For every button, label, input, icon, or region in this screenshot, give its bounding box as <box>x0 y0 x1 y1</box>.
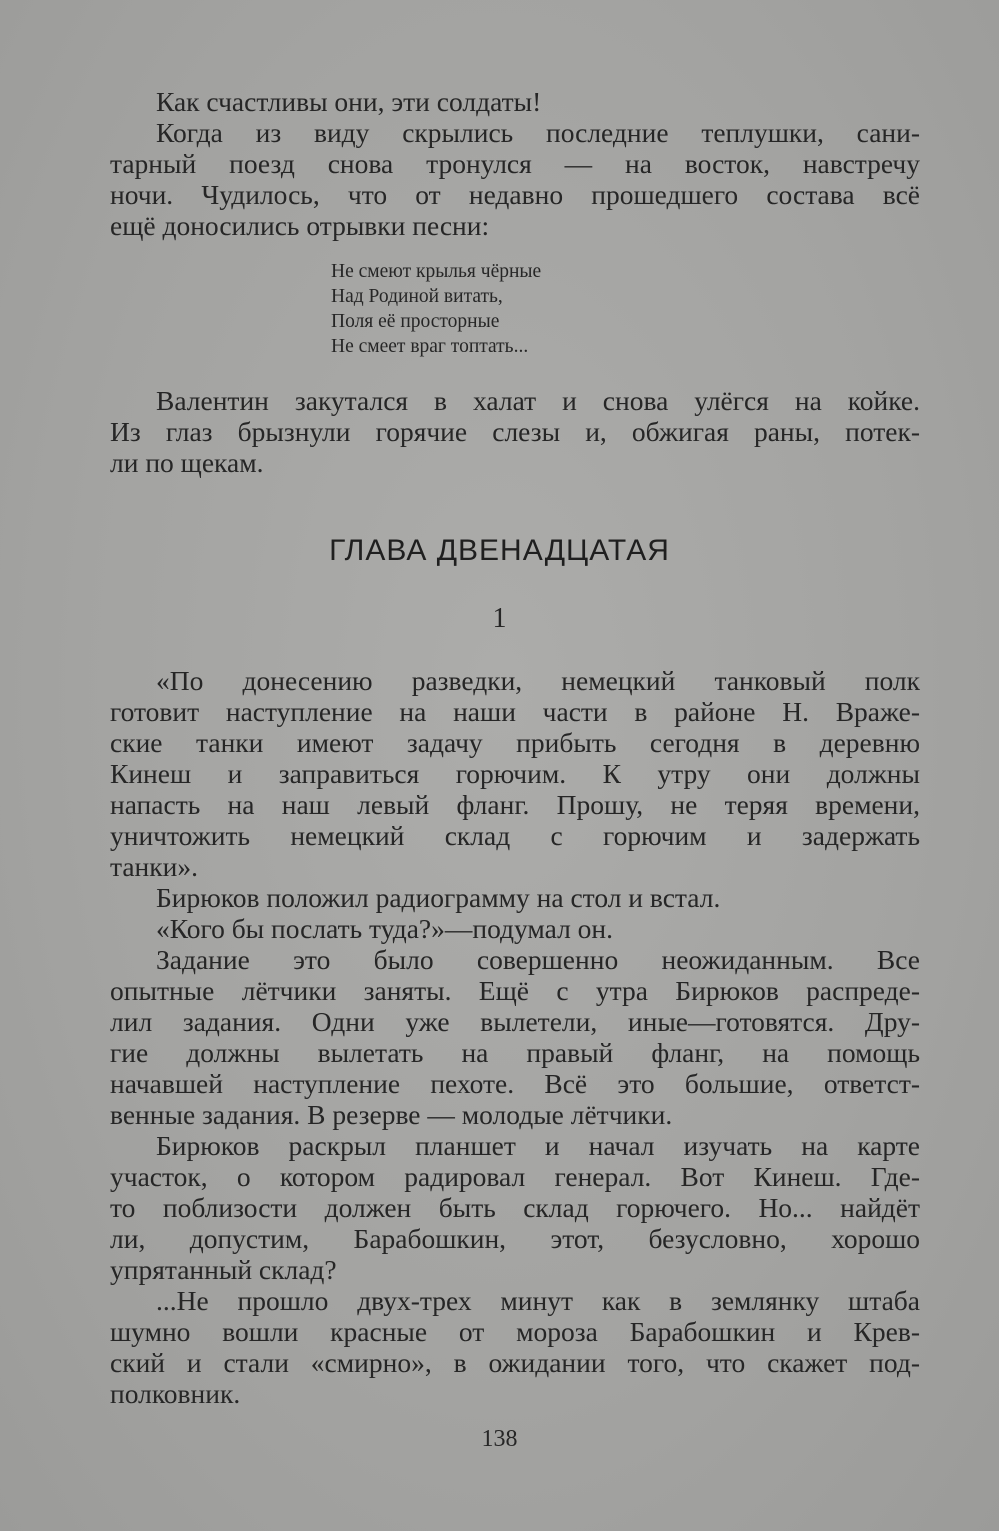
text-line: участок, о котором радировал генерал. Вот Кинеш. Где- <box>110 1161 920 1192</box>
poem-line: Не смеют крылья чёрные <box>331 261 542 282</box>
text-line: ли, допустим, Барабошкин, этот, безусловно, хорошо <box>110 1223 920 1254</box>
text-line: шумно вошли красные от мороза Барабошкин и Крев- <box>110 1316 920 1347</box>
text-line: Бирюков положил радиограмму на стол и встал. <box>156 882 721 913</box>
text-line: опытные лётчики заняты. Ещё с утра Бирюков распреде- <box>110 975 920 1006</box>
text-line: ...Не прошло двух-трех минут как в землянку штаба <box>156 1285 920 1316</box>
text-line: Когда из виду скрылись последние теплушки, сани- <box>156 117 920 148</box>
text-block-after-poem <box>110 385 920 478</box>
page-number: 138 <box>481 1426 518 1452</box>
text-line: тарный поезд снова тронулся — на восток, навстречу <box>110 148 920 179</box>
text-line: Задание это было совершенно неожиданным. Все <box>156 944 920 975</box>
text-line: ещё доносились отрывки песни: <box>110 210 490 241</box>
text-line: венные задания. В резерве — молодые лётчики. <box>110 1099 673 1130</box>
poem-line: Поля её просторные <box>331 311 500 332</box>
text-line: танки». <box>110 851 198 882</box>
text-line: «По донесению разведки, немецкий танковый полк <box>156 665 920 696</box>
text-line: ли по щекам. <box>110 447 264 478</box>
text-line: ночи. Чудилось, что от недавно прошедшего состава всё <box>110 179 920 210</box>
text-line: напасть на наш левый фланг. Прошу, не теряя времени, <box>110 789 920 820</box>
text-line: гие должны вылетать на правый фланг, на помощь <box>110 1037 920 1068</box>
text-block-main <box>110 665 920 1409</box>
text-line: начавшей наступление пехоте. Всё это большие, ответст- <box>110 1068 920 1099</box>
text-line: уничтожить немецкий склад с горючим и задержать <box>110 820 920 851</box>
text-line: Кинеш и заправиться горючим. К утру они должны <box>110 758 920 789</box>
poem-quote <box>331 259 541 359</box>
text-line: Валентин закутался в халат и снова улёгся на койке. <box>156 385 920 416</box>
text-block-top <box>110 86 920 241</box>
text-line: «Кого бы послать туда?»—подумал он. <box>156 913 614 944</box>
text-line: ский и стали «смирно», в ожидании того, что скажет под- <box>110 1347 920 1378</box>
text-line: готовит наступление на наши части в районе Н. Враже- <box>110 696 920 727</box>
poem-line: Над Родиной витать, <box>331 286 503 307</box>
text-line: Бирюков раскрыл планшет и начал изучать на карте <box>156 1130 920 1161</box>
section-number: 1 <box>492 603 507 634</box>
text-line: ские танки имеют задачу прибыть сегодня в деревню <box>110 727 920 758</box>
text-line: Как счастливы они, эти солдаты! <box>156 86 542 117</box>
text-line: то поблизости должен быть склад горючего. Но... найдёт <box>110 1192 920 1223</box>
text-line: упрятанный склад? <box>110 1254 337 1285</box>
text-line: полковник. <box>110 1378 241 1409</box>
text-line: лил задания. Одни уже вылетели, иные—готовятся. Дру- <box>110 1006 920 1037</box>
chapter-title: ГЛАВА ДВЕНАДЦАТАЯ <box>329 534 670 567</box>
text-line: Из глаз брызнули горячие слезы и, обжигая раны, потек- <box>110 416 920 447</box>
poem-line: Не смеет враг топтать... <box>331 336 529 357</box>
